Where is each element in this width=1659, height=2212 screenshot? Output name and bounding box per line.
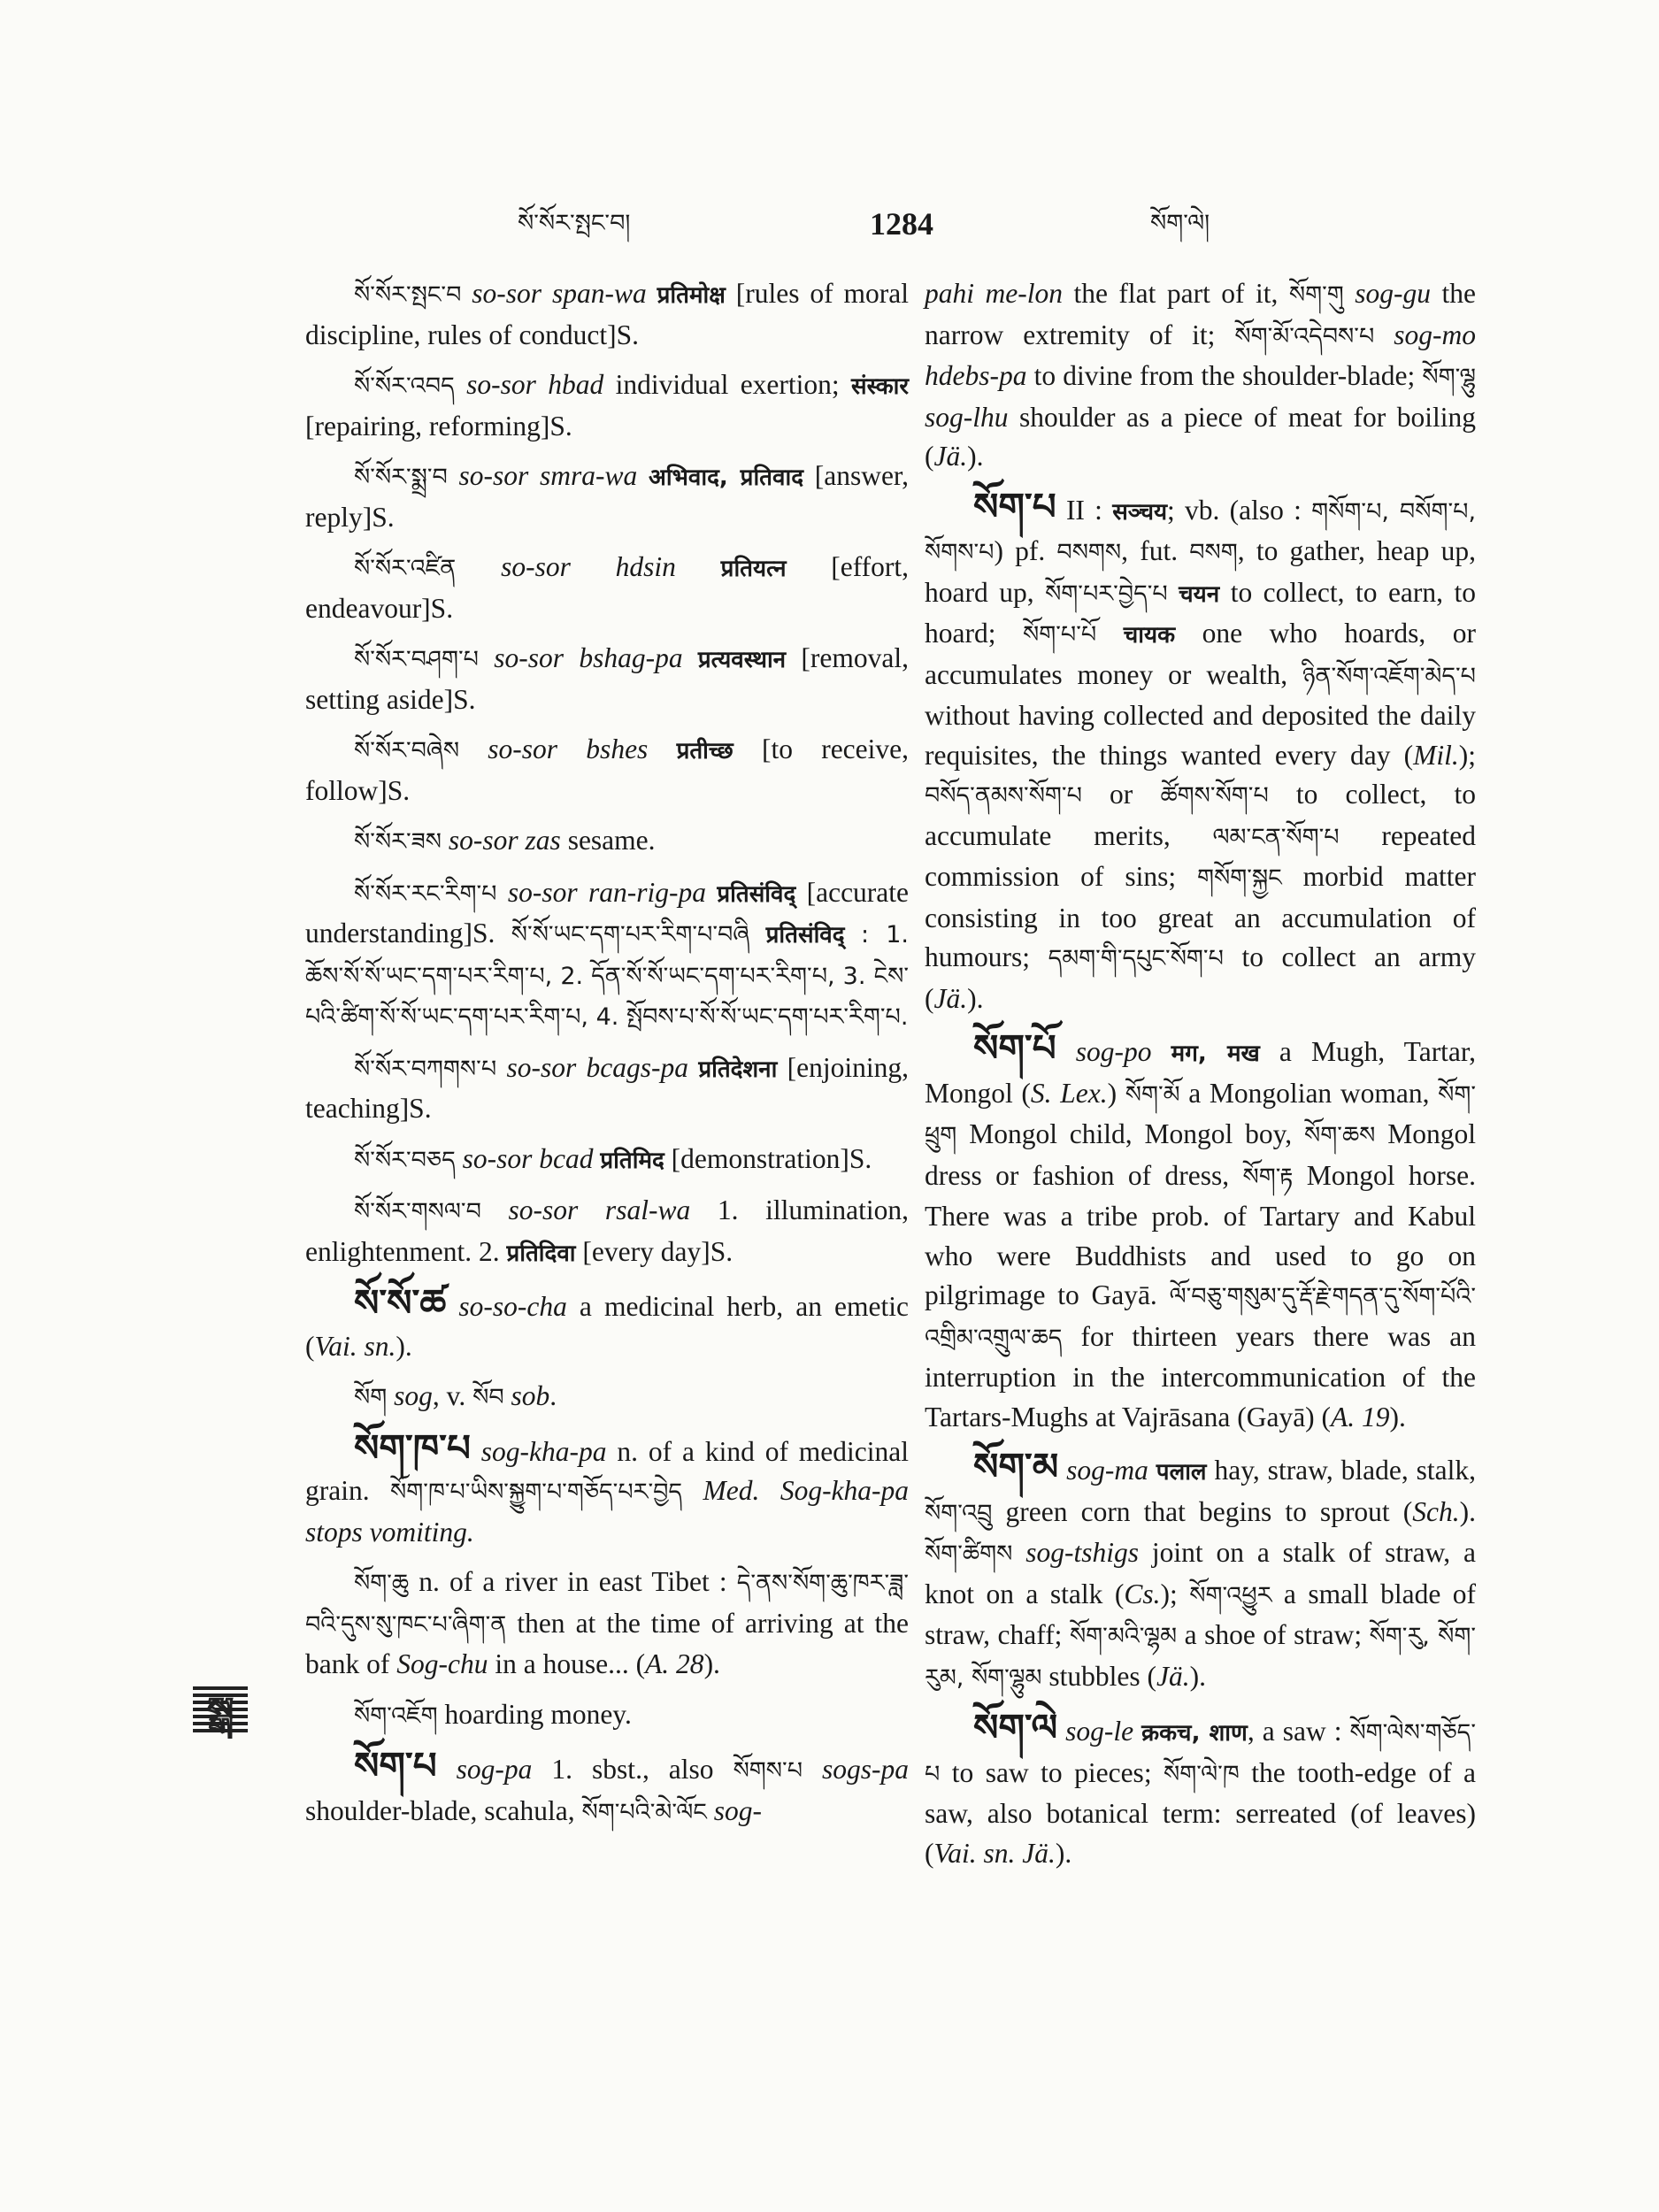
dictionary-entry-continued: pahi me-lon the flat part of it, སོག་གུ sog-gu the narrow extremity of it; སོག་མོ་འདེབས་པ sog-mo hdebs-pa to divine from the shoulder-blade; སོག་ལྷུ sog-lhu shoulder as a piece of meat for boiling (Jä.). [925, 278, 1477, 472]
dictionary-entry: སོག་མ sog-ma पलाल hay, straw, blade, stalk, སོག་འབྲུ green corn that begins to sprout (Sch.). སོག་ཚིགས sog-tshigs joint on a stalk of straw, a knot on a stalk (Cs.); སོག་འཕྱུར a small blade of straw, chaff; སོག་མའི་ལྷམ a shoe of straw; སོག་རུ, སོག་རུམ, སོག་ལྷུམ stubbles (Jä.). [925, 1445, 1477, 1692]
dictionary-entry: སོག་པོ sog-po मग, मख a Mugh, Tartar, Mongol (S. Lex.) སོག་མོ a Mongolian woman, སོག་ཕྲུག Mongol child, Mongol boy, སོག་ཆས Mongol dress or fashion of dress, སོག་རྟ Mongol horse. There was a tribe prob. of Tartary and Kabul who were Buddhists and used to go on pilgrimage to Gayā. ལོ་བཅུ་གསུམ་དུ་རྡོ་རྗེ་གདན་དུ་སོག་པོའི་འགྲིམ་འགྲུལ་ཆད for thirteen years there was an interruption in the intercommunication of the Tartars-Mughs at Vajrāsana (Gayā) (A. 19). [925, 1026, 1477, 1432]
right-column [925, 274, 1476, 1884]
dictionary-entry: སོ་སོར་བཤག་པ so-sor bshag-pa प्रत्यवस्थान [removal, setting aside]S. [305, 642, 909, 715]
dictionary-entry: སོ་སོར་འབད so-sor hbad individual exertion; संस्कार [repairing, reforming]S. [305, 369, 910, 442]
dictionary-entry: སོག་ཆུ n. of a river in east Tibet : དེ་ནས་སོག་ཆུ་ཁར་ཟླ་བའི་དུས་སུ་ཁང་པ་ཞིག་ན then at the time of arriving at the bank of Sog-chu in a house... (A. 28). [305, 1566, 910, 1679]
margin-letter-marker [193, 1684, 248, 1739]
dictionary-entry: སོག sog, v. སོབ sob. [354, 1380, 557, 1411]
header-left-guideword: སོ་སོར་སྤང་བ། [518, 210, 631, 237]
dictionary-entry: སོག་འཇོག hoarding money. [354, 1698, 632, 1730]
dictionary-entry: སོག་ཁ་པ sog-kha-pa n. of a kind of medicinal grain. སོག་ཁ་པ་ཡིས་སྐྱུག་པ་གཅོད་པར་བྱེད Med. Sog-kha-pa stops vomiting. [305, 1425, 910, 1548]
dictionary-entry: སོ་སོར་རང་རིག་པ so-sor ran-rig-pa प्रतिसंविद् [accurate understanding]S. སོ་སོ་ཡང་དག་པར་རིག་པ་བཞི प्रतिसंविद् : 1. ཆོས་སོ་སོ་ཡང་དག་པར་རིག་པ, 2. དོན་སོ་སོ་ཡང་དག་པར་རིག་པ, 3. ངེས་པའི་ཚིག་སོ་སོ་ཡང་དག་པར་རིག་པ, 4. སྤོབས་པ་སོ་སོ་ཡང་དག་པར་རིག་པ. [305, 876, 910, 1031]
dictionary-entry: སོ་སོར་སྤང་བ so-sor span-wa प्रतिमोक्ष [rules of moral discipline, rules of conduct]S. [305, 278, 909, 350]
page-header [0, 202, 1659, 255]
dictionary-entry: སོ་སོ་ཚ so-so-cha a medicinal herb, an emetic (Vai. sn.). [305, 1281, 909, 1362]
dictionary-entry: སོ་སོར་ཟས so-sor zas sesame. [354, 825, 656, 856]
dictionary-entry: སོ་སོར་བཅད so-sor bcad प्रतिमिद [demonstration]S. [354, 1142, 872, 1174]
header-right-guideword: སོག་ལེ། [1150, 210, 1210, 237]
dictionary-entry: སོག་པ sog-pa 1. sbst., also སོགས་པ sogs-pa shoulder-blade, scahula, སོག་པའི་མེ་ལོང sog- [305, 1744, 910, 1826]
dictionary-entry: སོ་སོར་བཀགས་པ so-sor bcags-pa प्रतिदेशना [enjoining, teaching]S. [305, 1051, 909, 1124]
page-number: 1284 [870, 206, 933, 242]
dictionary-entry: སོ་སོར་བཞེས so-sor bshes प्रतीच्छ [to receive, follow]S. [305, 733, 909, 806]
dictionary-entry: སོག་པ II : सञ्चय; vb. (also : གསོག་པ, བསོག་པ, སོགས་པ) pf. བསགས, fut. བསག, to gather, heap up, hoard up, སོག་པར་བྱེད་པ चयन to collect, to earn, to hoard; སོག་པ་པོ चायक one who hoards, or accumulates money or wealth, ཉིན་སོག་འཇོག་མེད་པ without having collected and deposited the daily requisites, the things wanted every day (Mil.); བསོད་ནམས་སོག་པ or ཚོགས་སོག་པ to collect, to accumulate merits, ལམ་ངན་སོག་པ repeated commission of sins; གསོག་སྐྱང morbid matter consisting in too great an accumulation of humours; དམག་གི་དཔུང་སོག་པ to collect an army (Jä.). [925, 484, 1477, 1014]
dictionary-entry: སོག་ལེ sog-le क्रकच, शाण, a saw : སོག་ལེས་གཅོད་པ to saw to pieces; སོག་ལེ་ཁ the tooth-edge of a saw, also botanical term: serreated (of leaves) (Vai. sn. Jä.). [925, 1706, 1476, 1869]
dictionary-entry: སོ་སོར་གསལ་བ so-sor rsal-wa 1. illumination, enlightenment. 2. प्रतिदिवा [every day]S. [305, 1194, 909, 1267]
dictionary-entry: སོ་སོར་འཛིན so-sor hdsin प्रतियत्न [effort, endeavour]S. [305, 551, 910, 624]
dictionary-entry: སོ་སོར་སྨྲ་བ so-sor smra-wa अभिवाद, प्रतिवाद [answer, reply]S. [305, 460, 910, 533]
margin-letter-glyph: སྒ [207, 1690, 234, 1735]
margin-letter-marker-graphic [193, 1684, 248, 1739]
left-column [305, 274, 909, 1843]
